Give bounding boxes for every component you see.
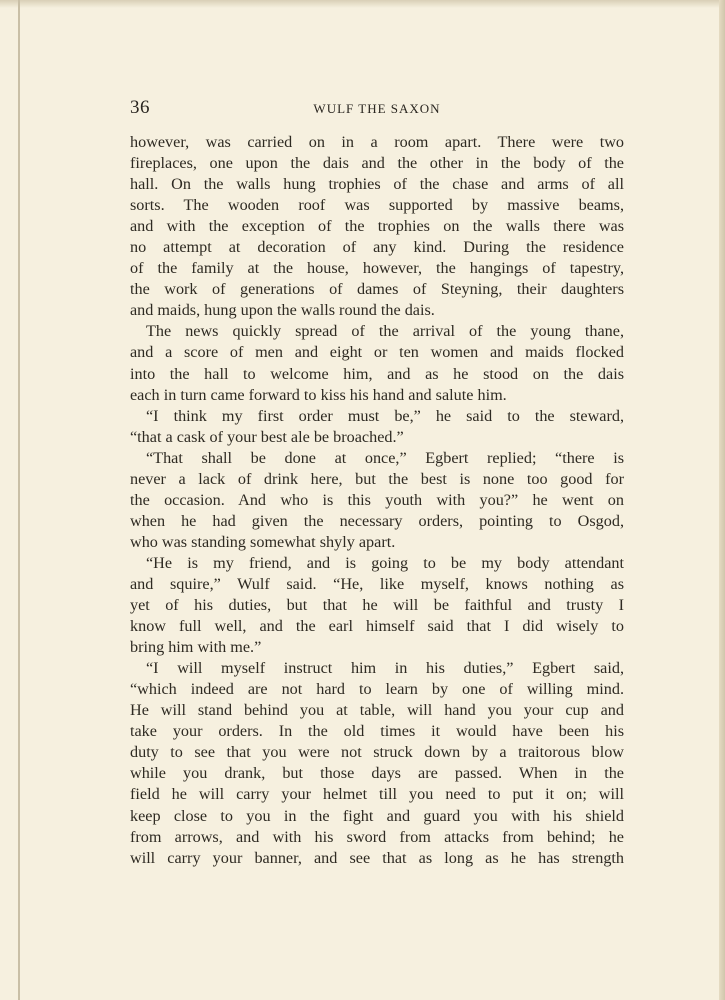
text-line: and maids, hung upon the walls round the dais.	[130, 301, 435, 320]
text-line: while you drank, but those days are passed. When in the	[130, 764, 624, 783]
text-line: “He is my friend, and is going to be my body attendant	[146, 553, 624, 572]
text-line: He will stand behind you at table, will hand you your cup and	[130, 701, 624, 720]
text-line: will carry your banner, and see that as long as he has strength	[130, 848, 624, 867]
text-line: into the hall to welcome him, and as he stood on the dais	[130, 364, 624, 383]
page-binding-edge	[18, 0, 20, 1000]
text-line: hall. On the walls hung trophies of the chase and arms of all	[130, 175, 624, 194]
text-line: and with the exception of the trophies on the walls there was	[130, 217, 624, 236]
text-line: each in turn came forward to kiss his hand and salute him.	[130, 385, 507, 404]
text-line: The news quickly spread of the arrival of the young thane,	[146, 322, 624, 341]
page-top-edge	[0, 0, 725, 8]
text-line: when he had given the necessary orders, pointing to Osgod,	[130, 511, 624, 530]
text-line: of the family at the house, however, the hangings of tapestry,	[130, 259, 624, 278]
text-line: who was standing somewhat shyly apart.	[130, 532, 396, 551]
text-line: know full well, and the earl himself said that I did wisely to	[130, 617, 624, 636]
text-line: however, was carried on in a room apart. There were two	[130, 133, 624, 151]
text-line: the occasion. And who is this youth with you?” he went on	[130, 490, 624, 509]
page-number: 36	[130, 97, 150, 118]
page-right-edge	[719, 0, 725, 1000]
text-line: duty to see that you were not struck down by a traitorous blow	[130, 743, 624, 762]
text-line: keep close to you in the fight and guard you with his shield	[130, 806, 624, 825]
text-line: “I think my first order must be,” he said to the steward,	[146, 406, 624, 425]
text-line: “That shall be done at once,” Egbert replied; “there is	[146, 448, 624, 467]
body-text	[130, 132, 624, 869]
text-line: never a lack of drink here, but the best is none too good for	[130, 469, 624, 488]
text-line: take your orders. In the old times it would have been his	[130, 722, 624, 741]
text-line: yet of his duties, but that he will be faithful and trusty I	[130, 596, 624, 615]
text-line: and a score of men and eight or ten women and maids flocked	[130, 343, 624, 362]
running-head: WULF THE SAXON	[313, 101, 441, 116]
text-line: “that a cask of your best ale be broached.”	[130, 427, 404, 446]
text-line: field he will carry your helmet till you need to put it on; will	[130, 785, 624, 804]
page-header	[130, 97, 624, 117]
text-line: the work of generations of dames of Steyning, their daughters	[130, 280, 624, 299]
text-line: from arrows, and with his sword from attacks from behind; he	[130, 827, 624, 846]
text-line: bring him with me.”	[130, 638, 262, 657]
text-line: fireplaces, one upon the dais and the other in the body of the	[130, 154, 624, 173]
text-line: “which indeed are not hard to learn by one of willing mind.	[130, 680, 624, 699]
text-line: no attempt at decoration of any kind. During the residence	[130, 238, 624, 257]
text-line: and squire,” Wulf said. “He, like myself, knows nothing as	[130, 574, 624, 593]
text-line: sorts. The wooden roof was supported by massive beams,	[130, 196, 624, 215]
text-line: “I will myself instruct him in his duties,” Egbert said,	[146, 659, 624, 678]
